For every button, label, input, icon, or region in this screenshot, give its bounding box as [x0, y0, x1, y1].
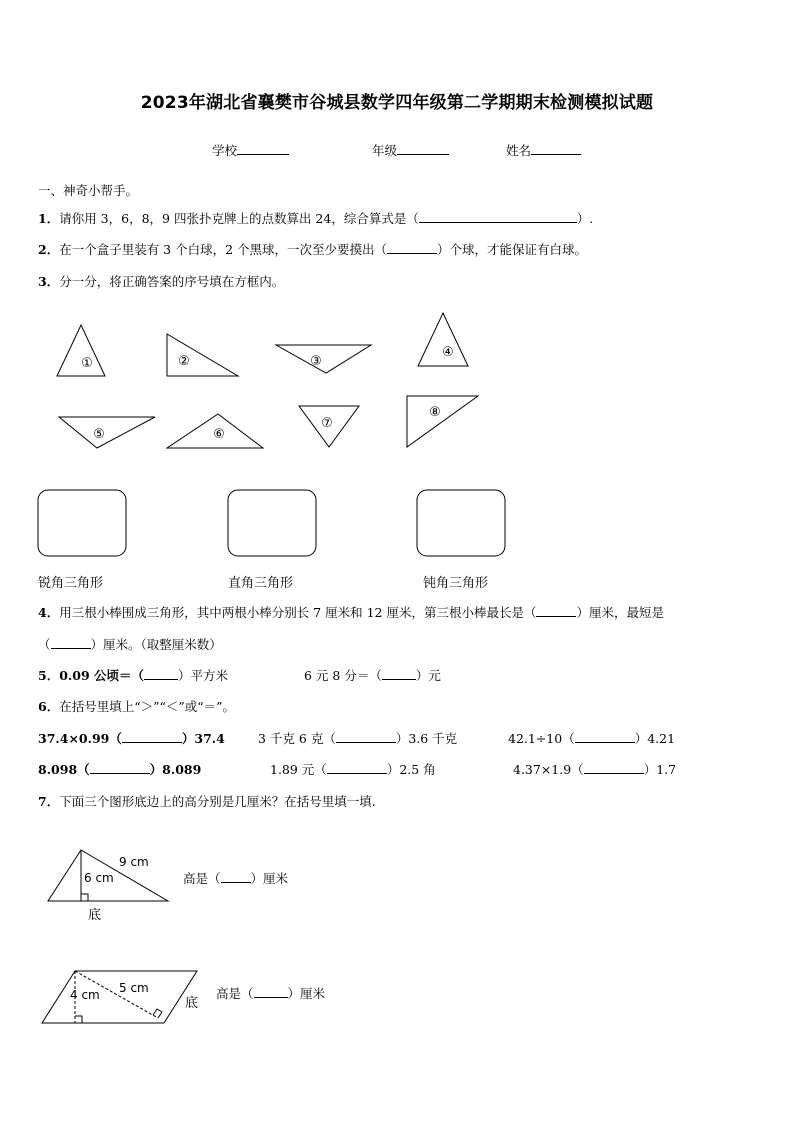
q4-text-a: 用三根小棒围成三角形，其中两根小棒分别长 7 厘米和 12 厘米，第三根小棒最长是（ [59, 605, 537, 620]
q7-fig1-height-label: 6 cm [84, 871, 114, 885]
acute-triangle-label: 锐角三角形 [38, 576, 104, 591]
q6-r2c1-right: ）8.089 [149, 762, 202, 777]
q1-text-a: 请你用 3，6，8，9 四张扑克牌上的点数算出 24，综合算式是（ [59, 211, 419, 226]
q7-fig1-base-label: 底 [88, 908, 102, 923]
q6-number: 6． [38, 699, 60, 714]
q7-parallelogram-right-angle-mark-2 [153, 1009, 162, 1018]
triangle-1-label: ① [81, 356, 93, 371]
q4-text-b: ）厘米，最短是 [576, 605, 664, 620]
school-label: 学校 [212, 143, 238, 158]
q6-r1c1-right: ）37.4 [181, 731, 225, 746]
q7-fig1-answer-b: ）厘米 [250, 871, 289, 886]
q2-text-b: ）个球，才能保证有白球。 [437, 242, 588, 257]
q4-text-c: （ [38, 637, 51, 652]
q1-text-b: ）. [576, 211, 594, 226]
q6-r1c1-left: 37.4×0.99（ [38, 731, 122, 746]
q5-number: 5． [38, 668, 60, 683]
grade-label: 年级 [372, 143, 398, 158]
obtuse-triangle-label: 钝角三角形 [423, 576, 489, 591]
triangle-6-label: ⑥ [213, 427, 225, 442]
name-label: 姓名 [506, 143, 532, 158]
triangle-5-label: ⑤ [93, 427, 105, 442]
q7-text: 下面三个图形底边上的高分别是几厘米？在括号里填一填. [59, 794, 376, 809]
section-heading: 一、神奇小帮手。 [38, 183, 139, 198]
triangle-4-label: ④ [442, 345, 454, 360]
triangle-8-label: ⑧ [429, 405, 441, 420]
q7-triangle-right-angle-mark [81, 894, 88, 901]
triangle-3-label: ③ [310, 354, 322, 369]
q7-fig2-blank[interactable] [254, 985, 288, 998]
page-title: 2023年湖北省襄樊市谷城县数学四年级第二学期期末检测模拟试题 [140, 93, 654, 113]
q7-fig1-answer [183, 869, 288, 887]
q4-text-d: ）厘米。（取整厘米数） [90, 637, 222, 652]
q7-fig2-answer [216, 984, 325, 1002]
q3-number: 3． [38, 274, 60, 289]
q5-a-right: ）平方米 [178, 668, 229, 683]
q7-fig2-height-label: 4 cm [70, 988, 100, 1002]
q6-r2c2-right: ）2.5 角 [386, 762, 436, 777]
q2-text-a: 在一个盒子里装有 3 个白球，2 个黑球，一次至少要摸出（ [59, 242, 388, 257]
q6-r2c1-left: 8.098（ [38, 762, 90, 777]
q6-r2c3-left: 4.37×1.9（ [513, 762, 584, 777]
q7-number: 7． [38, 794, 60, 809]
q3-text: 分一分，将正确答案的序号填在方框内。 [59, 274, 285, 289]
q6-r2c3-right: ）1.7 [643, 762, 677, 777]
q7-parallelogram [42, 971, 197, 1023]
triangle-7-label: ⑦ [321, 416, 333, 431]
q2-number: 2． [38, 242, 60, 257]
q6-r1c3-right: ）4.21 [634, 731, 676, 746]
q1-number: 1． [38, 211, 60, 226]
q7-fig1-side-label: 9 cm [119, 855, 149, 869]
q5-a-left: 0.09 公顷＝（ [59, 668, 144, 683]
q6-r1c3-left: 42.1÷10（ [508, 731, 575, 746]
q7-fig1-blank[interactable] [221, 870, 251, 883]
right-triangle-label: 直角三角形 [228, 576, 294, 591]
q7-fig2-answer-b: ）厘米 [287, 986, 326, 1001]
q7-fig2-base-label: 底 [185, 996, 199, 1011]
q6-text: 在括号里填上“＞”“＜”或“＝”。 [59, 699, 236, 714]
q6-r2c2-left: 1.89 元（ [270, 762, 327, 777]
q5-b-left: 6 元 8 分＝（ [304, 668, 382, 683]
q7-fig1-answer-a: 高是（ [183, 871, 221, 886]
q7-fig2-side-label: 5 cm [119, 981, 149, 995]
triangle-2-label: ② [178, 354, 190, 369]
q6-r1c2-left: 3 千克 6 克（ [258, 731, 336, 746]
q7-parallelogram-right-angle-mark-1 [75, 1016, 82, 1023]
q7-fig2-answer-a: 高是（ [216, 986, 254, 1001]
q5-b-right: ）元 [415, 668, 441, 683]
q6-r1c2-right: ）3.6 千克 [395, 731, 458, 746]
q4-number: 4． [38, 605, 60, 620]
